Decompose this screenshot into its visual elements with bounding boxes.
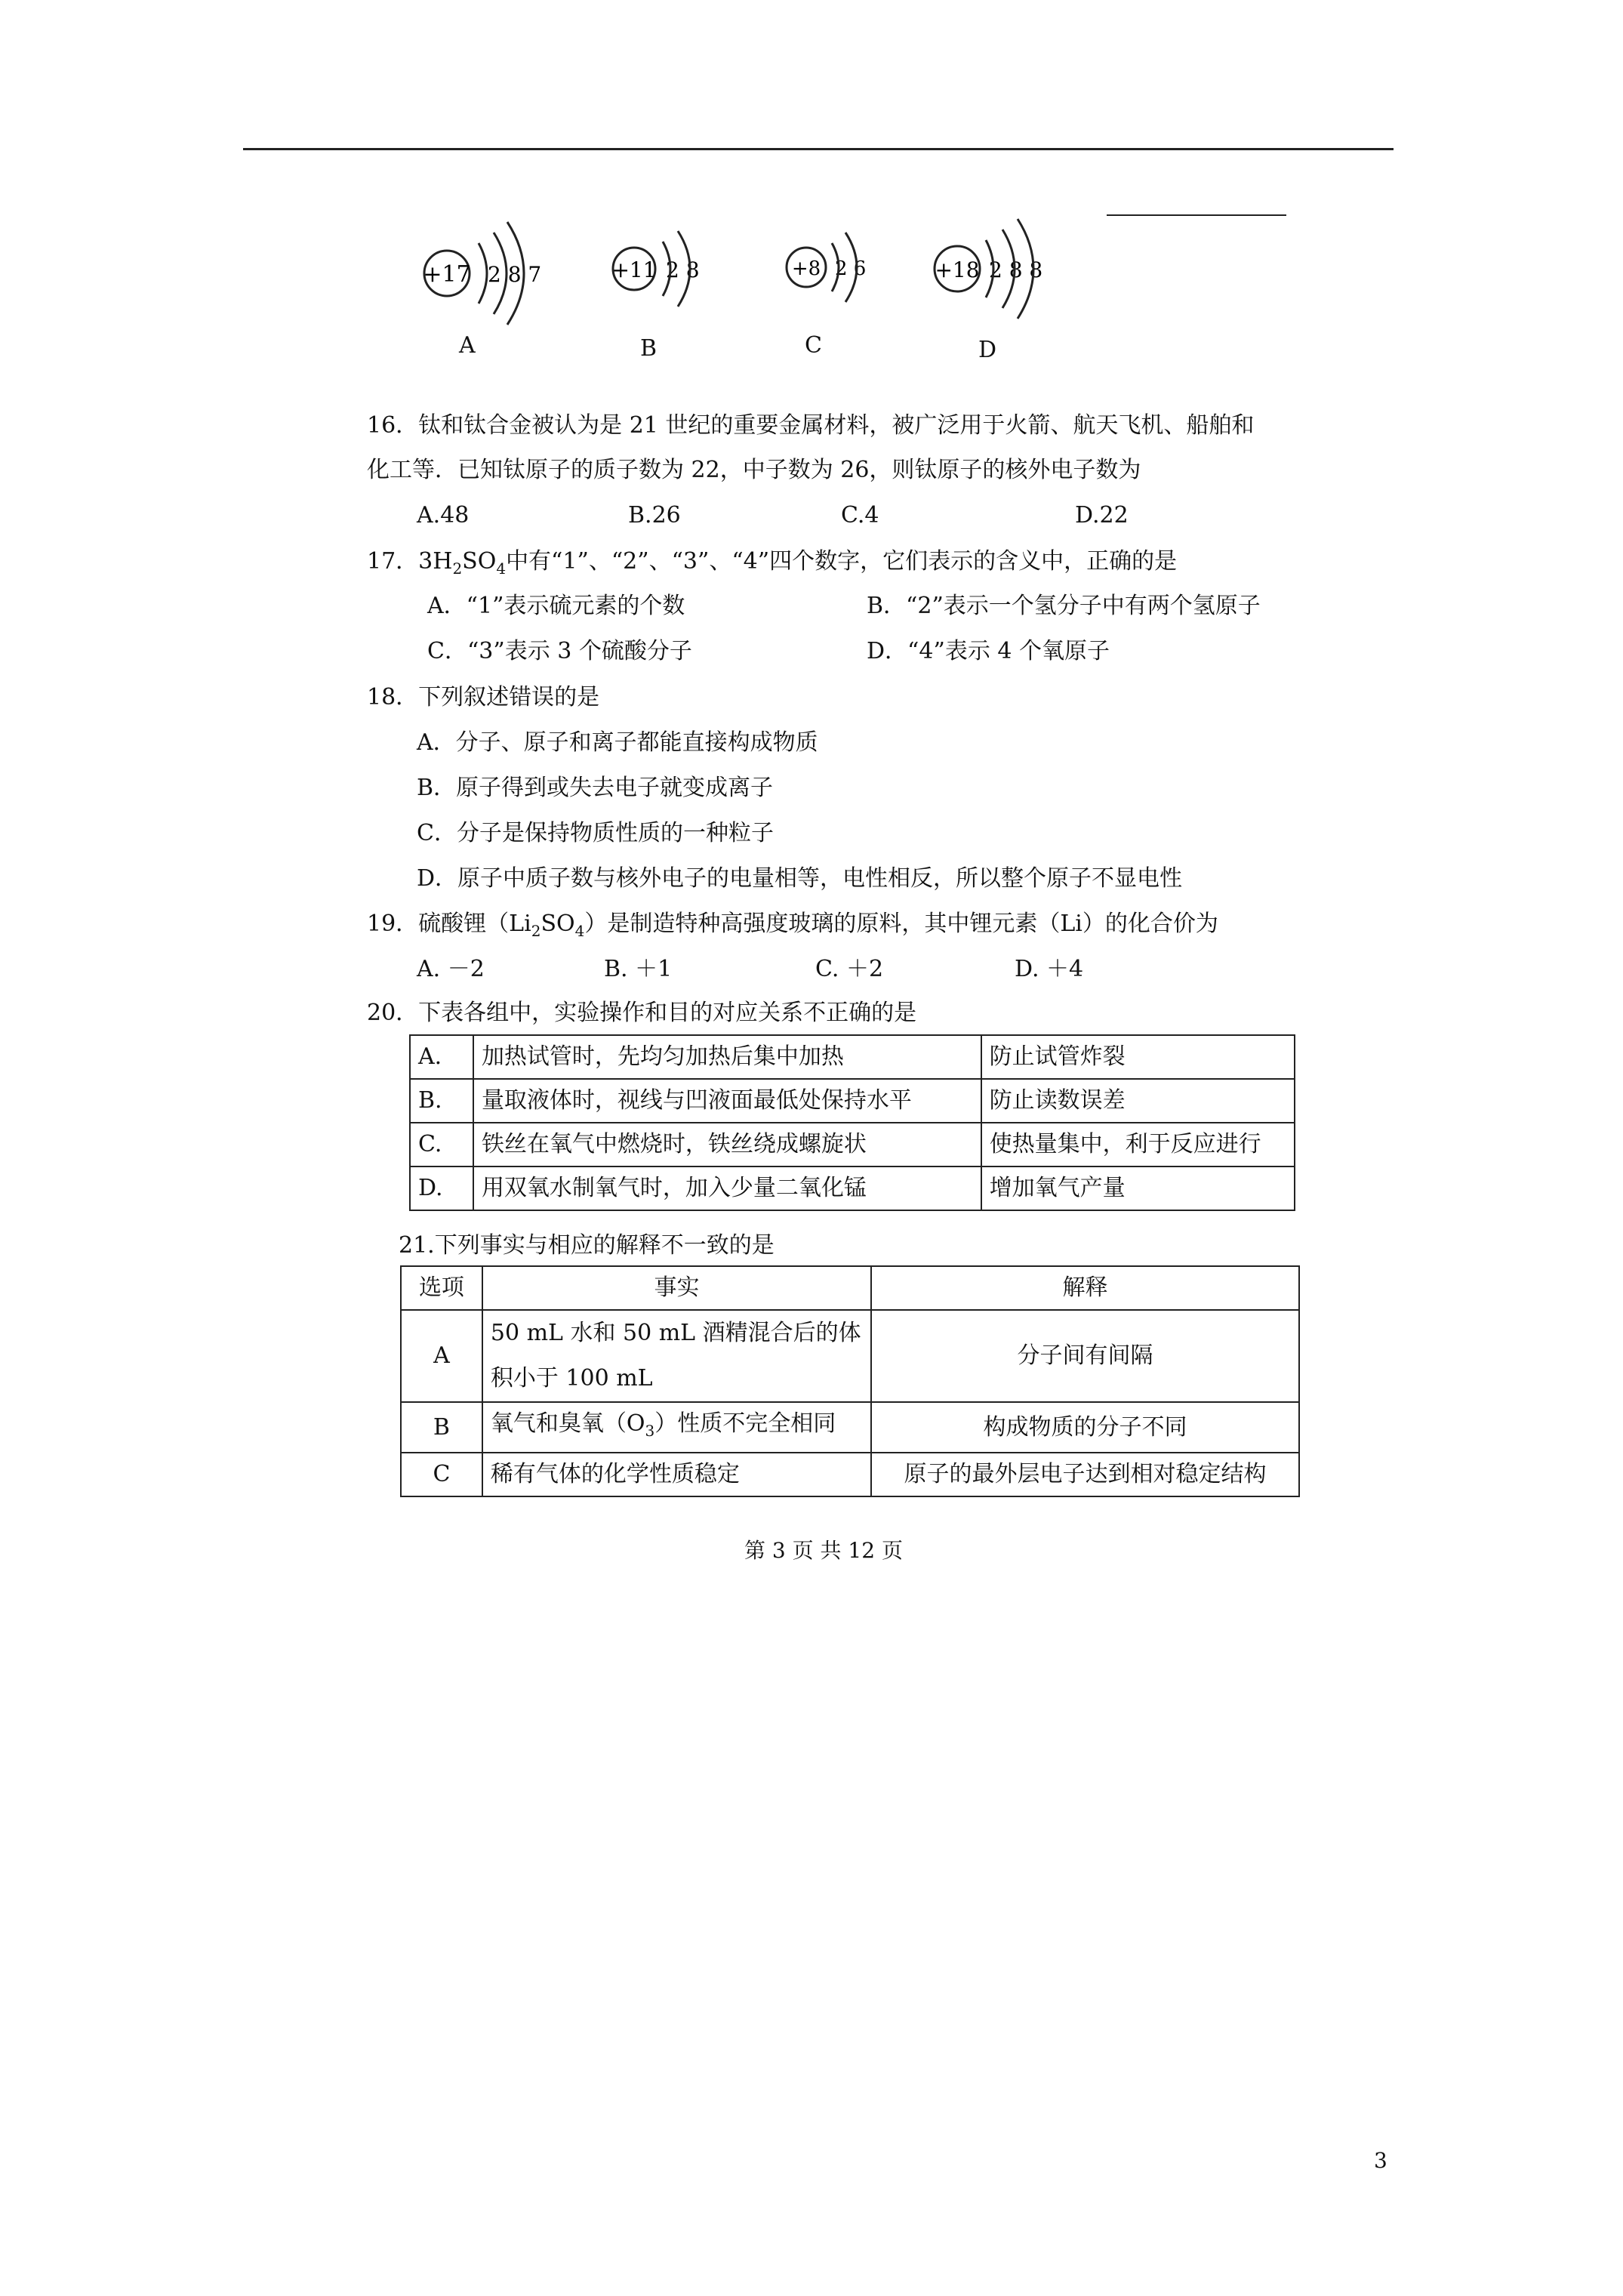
header-rule <box>243 148 1394 150</box>
atom-label-d: D <box>978 337 997 363</box>
q21-row-a-fact-line1: 50 mL 水和 50 mL 酒精混合后的体 <box>490 1320 861 1346</box>
q21-table <box>400 1265 1300 1497</box>
table-row <box>401 1266 1299 1310</box>
q19-stem: 19．硫酸锂$(Li_2SO_4)$是制造特种高强度玻璃的原料，其中锂元素（Li）的化合价为 <box>367 911 1218 940</box>
q20-row-a-option: A. <box>410 1035 473 1079</box>
q21-stem: 21.下列事实与相应的解释不一致的是 <box>399 1232 775 1259</box>
q16-option-d: D.22 <box>1075 502 1129 529</box>
q18-option-d: D．原子中质子数与核外电子的电量相等，电性相反，所以整个原子不显电性 <box>417 865 1183 892</box>
q19-option-d: D. ＋4 <box>1015 956 1084 982</box>
q20-row-c-operation: 铁丝在氧气中燃烧时，铁丝绕成螺旋状 <box>473 1123 981 1166</box>
q21-row-a-fact-line2: 积小于 100 mL <box>490 1365 653 1391</box>
q18-option-c: C．分子是保持物质性质的一种粒子 <box>417 820 774 846</box>
q17-option-c: C．“3”表示 3 个硫酸分子 <box>427 638 692 664</box>
q20-row-d-operation: 用双氧水制氧气时，加入少量二氧化锰 <box>473 1166 981 1210</box>
q20-row-c-option: C. <box>410 1123 473 1166</box>
q20-row-a-purpose: 防止试管炸裂 <box>981 1035 1295 1079</box>
atom-a-nucleus: +17 <box>423 261 471 288</box>
atom-c-nucleus: +8 <box>791 257 821 280</box>
q21-row-a-explanation: 分子间有间隔 <box>871 1310 1299 1402</box>
q21-header-option: 选项 <box>401 1266 482 1310</box>
q17-option-a: A．“1”表示硫元素的个数 <box>427 593 685 619</box>
atom-d-nucleus: +18 <box>935 257 980 282</box>
atom-label-b: B <box>640 335 658 362</box>
q18-option-b: B．原子得到或失去电子就变成离子 <box>417 775 774 801</box>
atom-b-nucleus: +11 <box>611 257 657 282</box>
answer-blank-line <box>1107 214 1286 216</box>
q16-option-a: A.48 <box>417 502 470 529</box>
atom-diagram-b <box>604 214 717 335</box>
q21-row-a-option: A <box>401 1310 482 1402</box>
q21-row-c-explanation: 原子的最外层电子达到相对稳定结构 <box>871 1453 1299 1496</box>
table-row <box>410 1079 1295 1123</box>
q21-row-c-fact: 稀有气体的化学性质稳定 <box>482 1453 871 1496</box>
q16-option-c: C.4 <box>841 502 879 529</box>
q20-stem: 20．下表各组中，实验操作和目的对应关系不正确的是 <box>367 1000 917 1026</box>
q19-option-b: B. ＋1 <box>604 956 673 982</box>
q20-row-b-operation: 量取液体时，视线与凹液面最低处保持水平 <box>473 1079 981 1123</box>
page-number: 3 <box>1374 2148 1387 2173</box>
atom-a-shells: 2 8 7 <box>488 262 542 287</box>
q20-row-a-operation: 加热试管时，先均匀加热后集中加热 <box>473 1035 981 1079</box>
q19-option-c: C. ＋2 <box>815 956 884 982</box>
atom-label-a: A <box>459 332 476 359</box>
atom-d-shells: 2 8 8 <box>989 257 1043 282</box>
q21-row-c-option: C <box>401 1453 482 1496</box>
q20-row-c-purpose: 使热量集中，利于反应进行 <box>981 1123 1295 1166</box>
q21-row-a-fact <box>482 1310 871 1402</box>
q20-row-b-purpose: 防止读数误差 <box>981 1079 1295 1123</box>
atom-diagram-a <box>414 214 557 335</box>
atom-label-c: C <box>805 332 822 359</box>
table-row <box>401 1453 1299 1496</box>
atom-diagram-c <box>778 214 883 335</box>
q16-line1: 16．钛和钛合金被认为是 21 世纪的重要金属材料，被广泛用于火箭、航天飞机、船舶和 <box>367 412 1255 439</box>
q21-row-b-explanation: 构成物质的分子不同 <box>871 1402 1299 1453</box>
q19-option-a: A. －2 <box>417 956 485 982</box>
page-footer: 第 3 页 共 12 页 <box>744 1538 903 1563</box>
table-row <box>401 1310 1299 1402</box>
q20-row-b-option: B. <box>410 1079 473 1123</box>
table-row <box>401 1402 1299 1453</box>
q18-stem: 18．下列叙述错误的是 <box>367 684 600 710</box>
q17-stem: 17．$3H_2SO_4$中有“1”、“2”、“3”、“4”四个数字，它们表示的含义中，正确的是 <box>367 548 1178 578</box>
q18-option-a: A．分子、原子和离子都能直接构成物质 <box>417 729 818 756</box>
atom-c-shells: 2 6 <box>835 257 867 280</box>
atom-b-shells: 2 8 <box>666 257 700 282</box>
q17-option-b: B．“2”表示一个氢分子中有两个氢原子 <box>867 593 1261 619</box>
q21-header-explanation: 解释 <box>871 1266 1299 1310</box>
q16-line2: 化工等．已知钛原子的质子数为 22，中子数为 26，则钛原子的核外电子数为 <box>367 457 1141 483</box>
q16-option-b: B.26 <box>628 502 681 529</box>
q21-header-fact: 事实 <box>482 1266 871 1310</box>
table-row <box>410 1035 1295 1079</box>
q20-row-d-option: D. <box>410 1166 473 1210</box>
q21-row-b-fact: 氧气和臭氧$(O_3)$性质不完全相同 <box>482 1402 871 1453</box>
q21-row-b-option: B <box>401 1402 482 1453</box>
q20-row-d-purpose: 增加氧气产量 <box>981 1166 1295 1210</box>
table-row <box>410 1166 1295 1210</box>
atom-diagram-d <box>925 214 1069 335</box>
q17-option-d: D．“4”表示 4 个氧原子 <box>867 638 1110 664</box>
q20-table <box>409 1034 1295 1211</box>
table-row <box>410 1123 1295 1166</box>
